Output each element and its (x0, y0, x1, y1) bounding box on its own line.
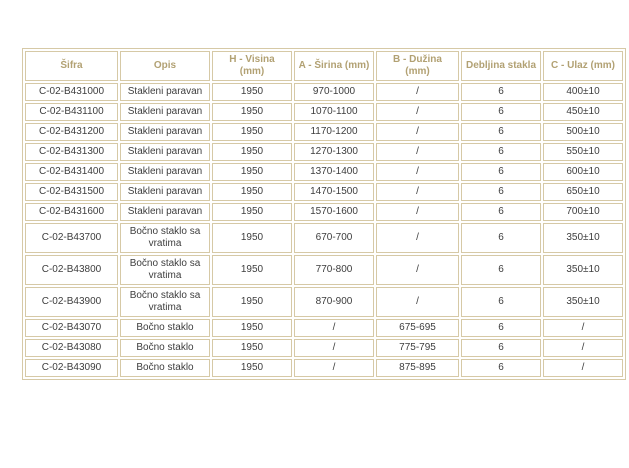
table-cell: / (376, 255, 459, 285)
table-cell: 6 (461, 163, 541, 181)
table-row (25, 255, 623, 285)
table-row (25, 83, 623, 101)
table-cell: / (543, 339, 623, 357)
table-cell: Bočno staklo sa vratima (120, 287, 210, 317)
table-cell: 1950 (212, 287, 292, 317)
table-cell: Bočno staklo sa vratima (120, 255, 210, 285)
table-cell: 970-1000 (294, 83, 374, 101)
table-cell: 1370-1400 (294, 163, 374, 181)
table-row (25, 183, 623, 201)
table-cell: / (376, 223, 459, 253)
table-row (25, 203, 623, 221)
table-cell: Bočno staklo (120, 339, 210, 357)
table-cell: 770-800 (294, 255, 374, 285)
table-cell: / (376, 83, 459, 101)
table-row (25, 223, 623, 253)
table-row (25, 339, 623, 357)
column-header: Šifra (25, 51, 118, 81)
table-cell: C-02-B43080 (25, 339, 118, 357)
table-cell: 6 (461, 255, 541, 285)
table-cell: 600±10 (543, 163, 623, 181)
product-spec-table (22, 48, 626, 380)
table-cell: / (294, 339, 374, 357)
table-cell: / (376, 203, 459, 221)
table-cell: 400±10 (543, 83, 623, 101)
table-row (25, 123, 623, 141)
table-row (25, 163, 623, 181)
table-cell: C-02-B43070 (25, 319, 118, 337)
table-cell: C-02-B431300 (25, 143, 118, 161)
table-cell: Stakleni paravan (120, 183, 210, 201)
table-cell: / (543, 319, 623, 337)
table-cell: Bočno staklo (120, 319, 210, 337)
table-cell: C-02-B431400 (25, 163, 118, 181)
table-cell: 675-695 (376, 319, 459, 337)
table-cell: / (294, 319, 374, 337)
table-cell: 6 (461, 339, 541, 357)
table-cell: 1950 (212, 103, 292, 121)
column-header: Debljina stakla (461, 51, 541, 81)
table-cell: Stakleni paravan (120, 143, 210, 161)
table-row (25, 103, 623, 121)
table-cell: / (376, 183, 459, 201)
table-cell: 6 (461, 83, 541, 101)
table-cell: 6 (461, 319, 541, 337)
table-cell: Bočno staklo (120, 359, 210, 377)
table-cell: 550±10 (543, 143, 623, 161)
table-cell: 875-895 (376, 359, 459, 377)
table-cell: 870-900 (294, 287, 374, 317)
table-cell: 775-795 (376, 339, 459, 357)
table-cell: / (376, 163, 459, 181)
table-cell: 6 (461, 223, 541, 253)
table-cell: Stakleni paravan (120, 83, 210, 101)
table-cell: 670-700 (294, 223, 374, 253)
table-cell: 6 (461, 103, 541, 121)
table-cell: Stakleni paravan (120, 203, 210, 221)
table-cell: 1950 (212, 143, 292, 161)
table-cell: 6 (461, 287, 541, 317)
table-row (25, 359, 623, 377)
table-cell: C-02-B43090 (25, 359, 118, 377)
table-cell: Bočno staklo sa vratima (120, 223, 210, 253)
table-cell: 1570-1600 (294, 203, 374, 221)
column-header: H - Visina (mm) (212, 51, 292, 81)
table-row (25, 319, 623, 337)
table-cell: 1950 (212, 163, 292, 181)
table-cell: 1950 (212, 255, 292, 285)
table-cell: 500±10 (543, 123, 623, 141)
table-cell: C-02-B431600 (25, 203, 118, 221)
table-cell: 1950 (212, 203, 292, 221)
table-cell: 350±10 (543, 255, 623, 285)
table-cell: C-02-B43700 (25, 223, 118, 253)
table-cell: 700±10 (543, 203, 623, 221)
table-cell: 350±10 (543, 223, 623, 253)
table-cell: 6 (461, 203, 541, 221)
table-cell: C-02-B43900 (25, 287, 118, 317)
table-cell: C-02-B431000 (25, 83, 118, 101)
table-cell: Stakleni paravan (120, 103, 210, 121)
table-cell: 350±10 (543, 287, 623, 317)
table-cell: C-02-B431200 (25, 123, 118, 141)
table-cell: / (376, 103, 459, 121)
table-row (25, 287, 623, 317)
table-cell: / (294, 359, 374, 377)
column-header: B - Dužina (mm) (376, 51, 459, 81)
table-header (25, 51, 623, 81)
column-header: C - Ulaz (mm) (543, 51, 623, 81)
table-cell: / (376, 287, 459, 317)
table-header-row (25, 51, 623, 81)
table-cell: / (376, 123, 459, 141)
table-cell: 6 (461, 123, 541, 141)
table-cell: 6 (461, 359, 541, 377)
table-cell: / (543, 359, 623, 377)
table-cell: C-02-B43800 (25, 255, 118, 285)
table-cell: Stakleni paravan (120, 123, 210, 141)
table-cell: 1950 (212, 83, 292, 101)
table-cell: / (376, 143, 459, 161)
table-cell: 1170-1200 (294, 123, 374, 141)
table-cell: 1950 (212, 359, 292, 377)
table-cell: 1950 (212, 183, 292, 201)
table-cell: 1070-1100 (294, 103, 374, 121)
table-body (25, 83, 623, 377)
table-row (25, 143, 623, 161)
table-cell: 1950 (212, 319, 292, 337)
table-cell: 6 (461, 183, 541, 201)
table-cell: 1950 (212, 223, 292, 253)
table-cell: 1270-1300 (294, 143, 374, 161)
table-cell: 1470-1500 (294, 183, 374, 201)
table-cell: C-02-B431100 (25, 103, 118, 121)
table-cell: C-02-B431500 (25, 183, 118, 201)
column-header: A - Širina (mm) (294, 51, 374, 81)
table-cell: Stakleni paravan (120, 163, 210, 181)
table-cell: 1950 (212, 339, 292, 357)
table-cell: 650±10 (543, 183, 623, 201)
column-header: Opis (120, 51, 210, 81)
table-cell: 1950 (212, 123, 292, 141)
table-cell: 6 (461, 143, 541, 161)
table-cell: 450±10 (543, 103, 623, 121)
